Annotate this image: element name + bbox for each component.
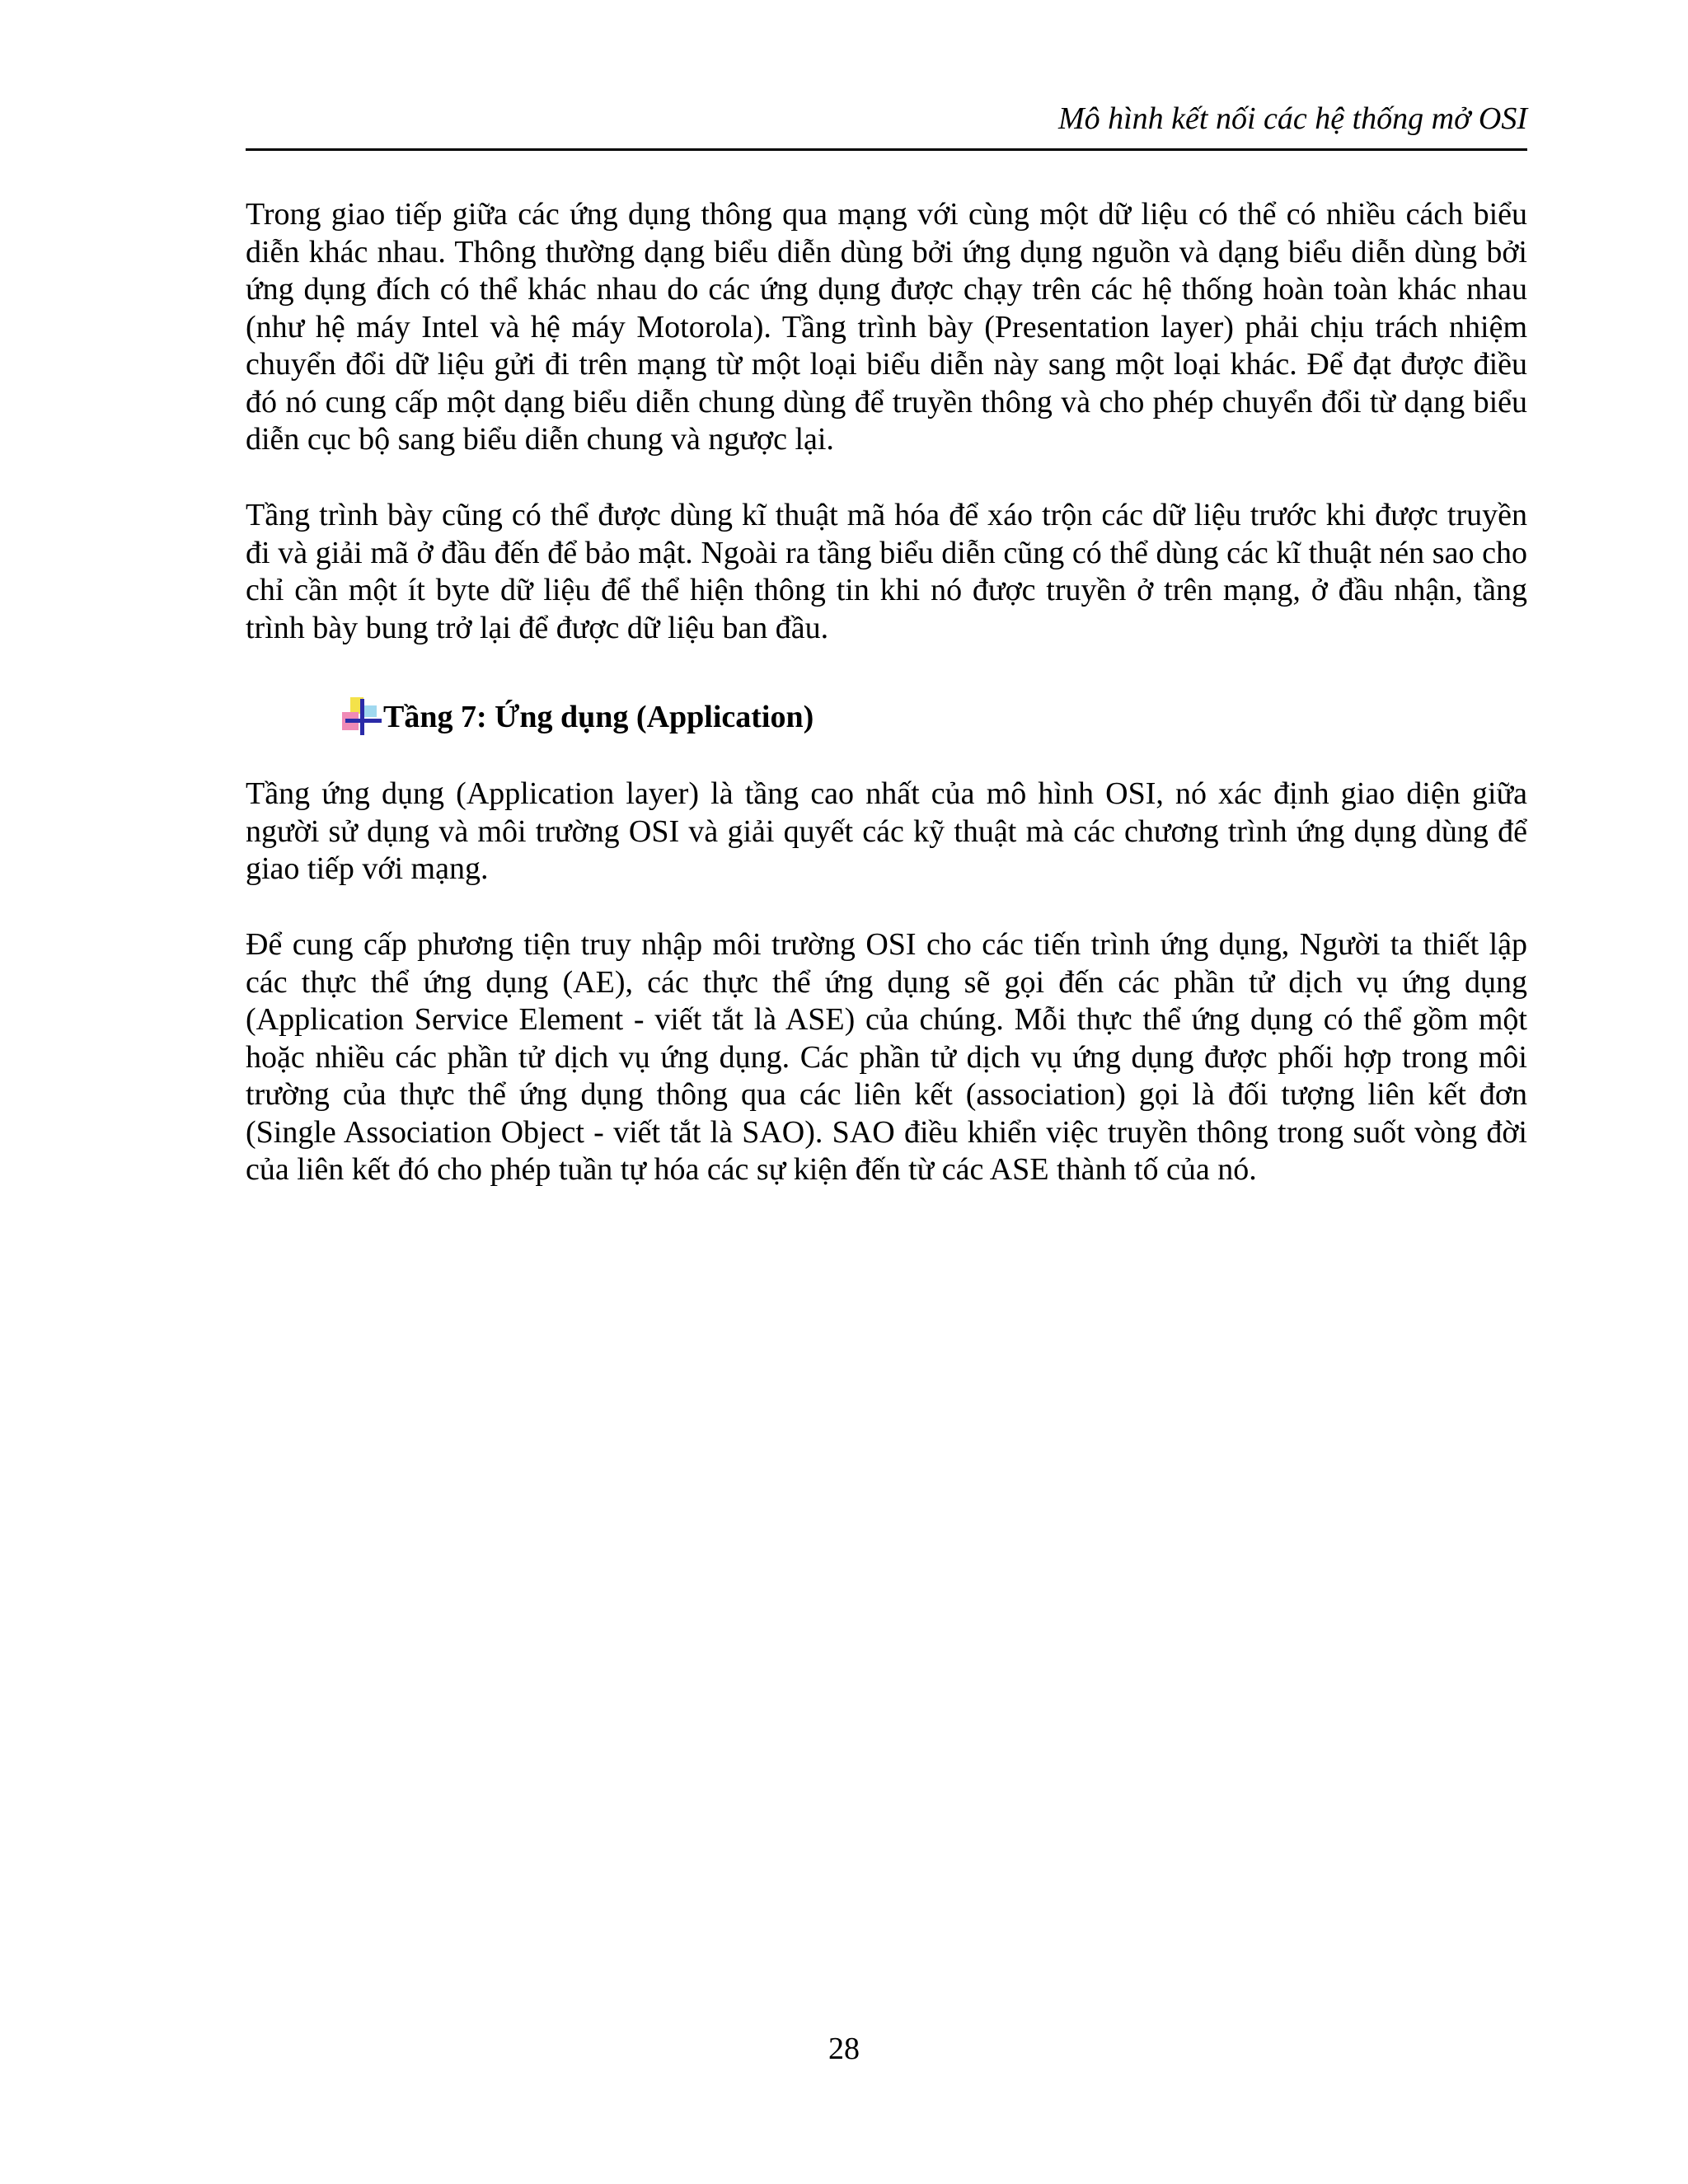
page-number: 28 bbox=[828, 2032, 860, 2066]
running-header: Mô hình kết nối các hệ thống mở OSI bbox=[246, 97, 1527, 151]
paragraph-application-entities: Để cung cấp phương tiện truy nhập môi trường OSI cho các tiến trình ứng dụng, Người ta thiết lập các thực thể ứng dụng (AE), các thực thể ứng dụng sẽ gọi đến các phần tử dịch vụ ứng dụng (Application Service Element - viết tắt là ASE) của chúng. Mỗi thực thể ứng dụng có thể gồm một hoặc nhiều các phần tử dịch vụ ứng dụng. Các phần tử dịch vụ ứng dụng được phối hợp trong môi trường của thực thể ứng dụng thông qua các liên kết (association) gọi là đối tượng liên kết đơn (Single Association Object - viết tắt là SAO). SAO điều khiển việc truyền thông trong suốt vòng đời của liên kết đó cho phép tuần tự hóa các sự kiện đến từ các ASE thành tố của nó. bbox=[246, 927, 1527, 1187]
paragraph-presentation-encryption: Tầng trình bày cũng có thể được dùng kĩ thuật mã hóa để xáo trộn các dữ liệu trước khi được truyền đi và giải mã ở đầu đến để bảo mật. Ngoài ra tầng biểu diễn cũng có thể dùng các kĩ thuật nén sao cho chỉ cần một ít byte dữ liệu để thể hiện thông tin khi nó được truyền ở trên mạng, ở đầu nhận, tầng trình bày bung trở lại để được dữ liệu ban đầu. bbox=[246, 498, 1527, 645]
section-heading-application bbox=[342, 694, 814, 740]
section-heading-text: Tầng 7: Ứng dụng (Application) bbox=[383, 699, 814, 734]
paragraph-presentation-encoding: Trong giao tiếp giữa các ứng dụng thông qua mạng với cùng một dữ liệu có thể có nhiều cách biểu diễn khác nhau. Thông thường dạng biểu diễn dùng bởi ứng dụng nguồn và dạng biểu diễn dùng bởi ứng dụng đích có thể khác nhau do các ứng dụng được chạy trên các hệ thống hoàn toàn khác nhau (như hệ máy Intel và hệ máy Motorola). Tầng trình bày (Presentation layer) phải chịu trách nhiệm chuyển đổi dữ liệu gửi đi trên mạng từ một loại biểu diễn này sang một loại khác. Để đạt được điều đó nó cung cấp một dạng biểu diễn chung dùng để truyền thông và cho phép chuyển đổi từ dạng biểu diễn cục bộ sang biểu diễn chung và ngược lại. bbox=[246, 197, 1527, 457]
colored-squares-bullet-icon bbox=[342, 697, 382, 737]
paragraph-application-layer: Tầng ứng dụng (Application layer) là tầng cao nhất của mô hình OSI, nó xác định giao diện giữa người sử dụng và môi trường OSI và giải quyết các kỹ thuật mà các chương trình ứng dụng dùng để giao tiếp với mạng. bbox=[246, 776, 1527, 886]
